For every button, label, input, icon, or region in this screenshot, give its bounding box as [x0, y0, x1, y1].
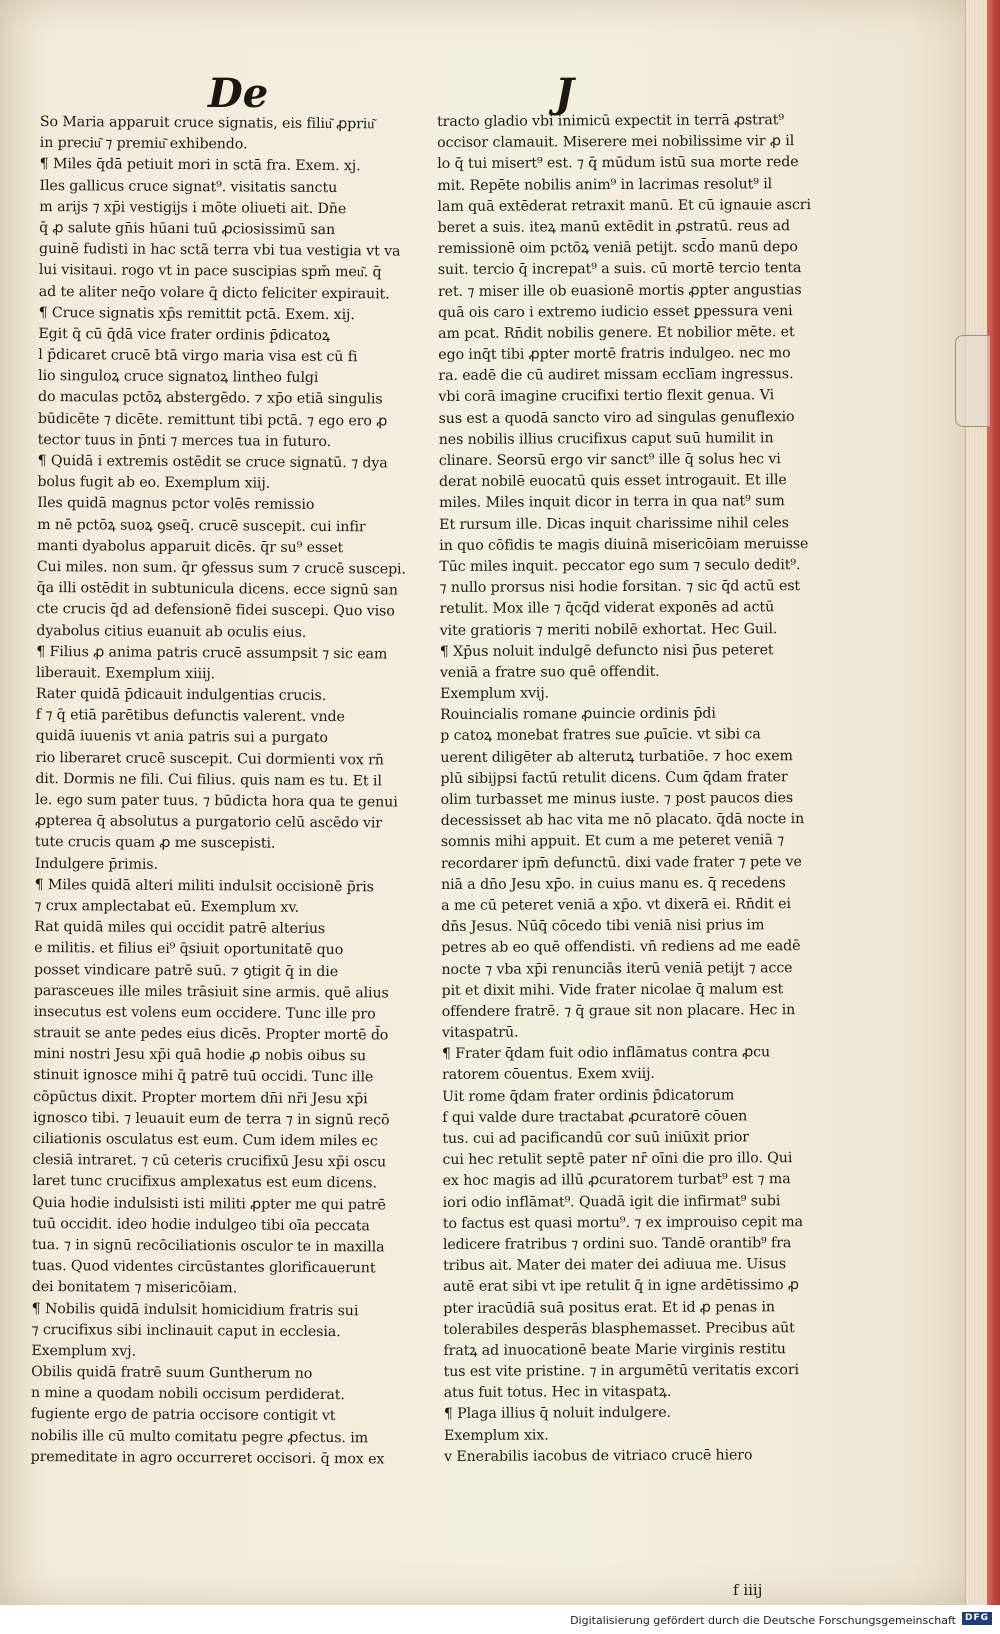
- text-line: ignosco tibi. ⁊ leuauit eum de terra ⁊ in signū recō: [32, 1109, 390, 1129]
- text-line: ¶ Quidā i extremis ostēdit se cruce signatū. ⁊ dya: [37, 452, 388, 472]
- text-line: Indulgere p̄rimis.: [34, 855, 158, 873]
- text-line: Obilis quidā fratrē suum Guntherum no: [31, 1364, 313, 1382]
- running-head-right: J: [555, 70, 574, 117]
- text-line: ⁊ nullo prorsus nisi hodie forsitan. ⁊ sic q̄d actū est: [439, 578, 801, 597]
- text-line: m arijs ⁊ xp̄i vestigijs i mōte oliueti ait. Dn̄e: [39, 198, 347, 217]
- text-line: laret tunc crucifixus amplexatus est eum dicens.: [32, 1173, 377, 1192]
- text-line: ciliationis osculatus est eum. Cum idem miles ec: [32, 1130, 378, 1150]
- dfg-logo: DFG: [962, 1612, 992, 1625]
- text-line: le. ego sum pater tuus. ⁊ būdicta hora qua te genui: [35, 791, 398, 811]
- text-line: ¶ Plaga illius q̄ noluit indulgere.: [443, 1405, 671, 1423]
- text-line: pter iracūdiā suā positus erat. Et id ꝓ penas in: [443, 1298, 775, 1317]
- text-line: So Maria apparuit cruce signatis, eis filiu͂ ꝓpriu͂: [39, 113, 375, 133]
- text-line: cui hec retulit septē pater nr̄ oīni die pro illo. Qui: [442, 1150, 793, 1169]
- text-line: dei bonitatem ⁊ misericōiam.: [31, 1279, 238, 1297]
- text-line: a me cū peteret veniā a xp̄o. vt dixerā ei. Rn̄dit ei: [441, 896, 791, 914]
- text-line: ꝓpterea q̄ absolutus a purgatorio celū ascēdo vir: [34, 813, 383, 832]
- text-line: tute crucis quam ꝓ me suscepisti.: [34, 834, 276, 853]
- text-line: remissionē oim pctōꝝ veniā petijt. scd̄o manū depo: [437, 239, 798, 258]
- text-line: offendere fratrē. ⁊ q̄ graue sit non placare. Hec in: [441, 1002, 796, 1020]
- text-line: vite gratioris ⁊ meriti nobilē exhortat. Hec Guil.: [439, 620, 778, 639]
- text-line: quā ois caro i extremo iudicio esset ꝑpessura veni: [438, 302, 793, 321]
- text-line: parasceues ille miles trāsiuit sine armis. quē alius: [33, 982, 389, 1002]
- left-text-column: [31, 112, 445, 1471]
- text-line: retulit. Mox ille ⁊ q̄cq̄d viderat exponēs ad actū: [439, 599, 775, 618]
- text-line: tribus ait. Mater dei mater dei adiuua me. Uisus: [443, 1256, 787, 1275]
- text-line: atus fuit totus. Hec in vitaspatꝝ.: [443, 1384, 672, 1402]
- text-line: decessisset ab hac vita me nō placato. q̄dā nocte in: [440, 811, 805, 830]
- text-line: miles. Miles inquit dicor in terra in qua nat⁹ sum: [439, 493, 785, 512]
- text-line: mit. Repēte nobilis anim⁹ in lacrimas resolut⁹ il: [437, 175, 773, 194]
- text-line: quidā iuuenis vt ania patris sui a purgato: [35, 728, 328, 747]
- text-line: ego inq̄t tibi ꝓpter mortē fratris indulgeo. nec mo: [438, 345, 791, 364]
- running-head-left: De: [208, 70, 269, 117]
- text-line: ledicere fratribus ⁊ ordini suo. Tandē orantib⁹ fra: [442, 1235, 792, 1253]
- text-line: ¶ Xp̄us noluit indulgē defuncto nisi p̄us peteret: [439, 641, 774, 660]
- text-line: to factus est quasi mortu⁹. ⁊ ex improuiso cepit ma: [442, 1213, 803, 1232]
- text-line: Rouincialis romane ꝓuincie ordinis p̄di: [440, 705, 716, 724]
- text-line: Egit q̄ cū q̄dā vice frater ordinis p̄dicatoꝝ: [38, 325, 331, 344]
- text-line: ret. ⁊ miser ille ob euasionē mortis ꝓpter angustias: [437, 281, 802, 300]
- text-line: ¶ Filius ꝓ anima patris crucē assumpsit ⁊ sic eam: [36, 643, 388, 663]
- text-line: ⁊ crux amplectabat eū. Exemplum xv.: [34, 897, 300, 916]
- text-line: n mine a quodam nobili occisum perdiderat.: [30, 1385, 345, 1404]
- text-line: mini nostri Jesu xp̄i quā hodie ꝓ nobis oibus su: [33, 1046, 367, 1065]
- text-line: tolerabiles desperās blasphemasset. Precibus aūt: [443, 1319, 795, 1338]
- text-line: tuū occidit. ideo hodie indulgeo tibi oīa peccata: [32, 1215, 370, 1235]
- text-line: e militis. et filius ei⁹ q̄siuit oportunitatē quo: [34, 940, 344, 959]
- text-line: tracto gladio vbi inimicū expectit in terrā ꝓstrat⁹: [437, 112, 785, 130]
- text-line: Exemplum xvij.: [440, 685, 550, 703]
- text-line: ¶ Frater q̄dam fuit odio inflāmatus contra ꝓcu: [441, 1044, 771, 1063]
- text-line: lui visitaui. rogo vt in pace suscipias spm̄ meu͂. q̄: [38, 262, 382, 281]
- text-line: tua. ⁊ in signū recōciliationis osculor te in maxilla: [32, 1236, 385, 1256]
- text-line: Rat quidā miles qui occidit patrē alterius: [34, 919, 326, 938]
- text-line: tus est vite pristine. ⁊ in argumētū veritatis excori: [443, 1362, 800, 1381]
- text-line: fratꝝ ad inuocationē beate Marie virginis restitu: [443, 1341, 786, 1359]
- text-line: Rater quidā p̄dicauit indulgentias crucis.: [35, 686, 327, 705]
- text-line: cōpūctus dixit. Propter mortem dn̄i nr̄i Jesu xp̄i: [33, 1088, 368, 1107]
- text-line: Iles gallicus cruce signat⁹. visitatis sanctu: [39, 177, 338, 196]
- text-line: liberauit. Exemplum xiiij.: [36, 664, 216, 683]
- text-line: nes nobilis illius crucifixus caput suū humilit in: [438, 430, 774, 448]
- text-line: in quo cōfidis te magis diuinā misericōiam meruisse: [439, 535, 809, 554]
- text-line: insecutus est volens eum occidere. Tunc ille pro: [33, 1003, 376, 1023]
- text-line: tus. cui ad pacificandū cor suū iniūxit prior: [442, 1129, 749, 1147]
- text-line: Uit rome q̄dam frater ordinis p̄dicatorum: [442, 1087, 735, 1105]
- text-line: ratorem cōuentus. Exem xviij.: [442, 1066, 655, 1084]
- text-line: vbi corā imagine crucifixi tertio flexit genua. Vi: [438, 387, 775, 406]
- text-line: ¶ Miles quidā alteri militi indulsit occisionē p̄ris: [34, 876, 374, 896]
- text-line: strauit se ante pedes eius dicēs. Propter mortē d̄o: [33, 1025, 389, 1044]
- text-line: in preciu͂ ⁊ premiu͂ exhibendo.: [39, 135, 248, 153]
- text-line: premeditate in agro occurreret occisori. q̄ mox ex: [30, 1448, 385, 1468]
- text-line: Exemplum xvj.: [31, 1342, 136, 1360]
- text-line: dit. Dormis ne fili. Cui filius. quis nam es tu. Et il: [35, 770, 382, 790]
- text-line: guinē fudisti in hac sctā terra vbi tua vestigia vt va: [38, 241, 401, 260]
- text-line: f qui valde dure tractabat ꝓcuratorē cōuen: [442, 1108, 748, 1126]
- text-line: fugiente ergo de patria occisore contigit vt: [30, 1406, 336, 1425]
- text-line: p catoꝝ monebat fratres sue ꝓuīcie. vt sibi ca: [440, 726, 761, 745]
- text-line: Quia hodie indulsisti isti militi ꝓpter me qui patrē: [32, 1194, 386, 1214]
- text-line: iori odio inflāmat⁹. Quadā igit die infirmat⁹ subi: [442, 1192, 781, 1211]
- text-line: occisor clamauit. Miserere mei nobilissime vir ꝓ il: [437, 133, 795, 152]
- text-line: m nē pctōꝝ suoꝝ ꝯseq̄. crucē suscepit. cui infir: [37, 516, 366, 535]
- text-line: ⁊ crucifixus sibi inclinauit caput in ecclesia.: [31, 1321, 341, 1340]
- text-line: petres ab eo quē offendisti. vn̄ rediens ad me eadē: [441, 938, 801, 957]
- text-line: somnis mihi appuit. Et cum a me peteret veniā ⁊: [440, 832, 785, 851]
- text-line: q̄ ꝓ salute gn̄is hūani tuū ꝓciosissimū san: [39, 219, 336, 239]
- text-line: ¶ Cruce signatis xp̄s remittit pctā. Exem. xij.: [38, 304, 355, 323]
- text-line: ¶ Miles q̄dā petiuit mori in sctā fra. Exem. xj.: [39, 156, 361, 175]
- text-line: f ⁊ q̄ etiā parētibus defunctis valerent. vnde: [35, 707, 345, 726]
- text-line: tector tuus in p̄nti ⁊ merces tua in futuro.: [37, 431, 332, 450]
- text-line: dn̄s Jesus. Nūq̄ cōcedo tibi veniā nisi prius im: [441, 917, 765, 936]
- text-line: ex hoc magis ad illū ꝓcuratorem turbat⁹ est ⁊ ma: [442, 1171, 791, 1190]
- text-line: lo q̄ tui misert⁹ est. ⁊ q̄ mūdum istū sua morte rede: [437, 154, 799, 173]
- text-line: pit et dixit mihi. Vide frater nicolae q̄ malum est: [441, 980, 784, 999]
- text-line: suit. tercio q̄ increpat⁹ a suis. cū mortē tercio tenta: [437, 260, 802, 279]
- page-tab-marker: [955, 335, 990, 427]
- text-line: l p̄dicaret crucē btā virgo maria visa est cū fi: [38, 347, 358, 366]
- text-line: Exemplum xix.: [443, 1427, 549, 1444]
- signature-mark: f iiij: [733, 1581, 763, 1599]
- text-line: lam quā extēderat retraxit manū. Et cū ignauie ascri: [437, 196, 811, 215]
- funding-credit: Digitalisierung gefördert durch die Deutsche Forschungsgemeinschaft: [570, 1614, 956, 1627]
- text-line: plū sibijpsi factū retulit dicens. Cum q̄dam frater: [440, 768, 788, 787]
- text-line: būdicēte ⁊ dicēte. remittunt tibi pctā. ⁊ ego ero ꝓ: [37, 410, 388, 430]
- text-line: clinare. Seorsū ergo vir sanct⁹ ille q̄ solus hec vi: [438, 451, 781, 469]
- text-line: veniā a fratre suo quē offendit.: [439, 663, 660, 681]
- text-line: cte crucis q̄d ad defensionē fidei suscepi. Quo viso: [36, 601, 395, 620]
- text-line: olim turbasset me minus iuste. ⁊ post paucos dies: [440, 790, 794, 808]
- text-line: ad te aliter neq̄o volare q̄ dicto feliciter expirauit.: [38, 283, 390, 302]
- text-line: am pcat. Rn̄dit nobilis genere. Et nobilior mēte. et: [438, 324, 795, 342]
- text-line: derat nobilē euocatū quis esset introgauit. Et ille: [438, 472, 787, 491]
- text-line: nocte ⁊ vba xp̄i renunciās iterū veniā petijt ⁊ acce: [441, 959, 793, 978]
- text-line: bolus fugit ab eo. Exemplum xiij.: [37, 474, 271, 492]
- text-line: do maculas pctōꝝ abstergēdo. ⁊ xp̄o etiā singulis: [37, 389, 383, 408]
- text-line: vitaspatrū.: [441, 1024, 519, 1042]
- text-line: beret a suis. iteꝝ manū extēdit in ꝓstratū. reus ad: [437, 218, 791, 236]
- text-line: ¶ Nobilis quidā indulsit homicidium fratris sui: [31, 1300, 359, 1319]
- text-line: Tūc miles inquit. peccator ego sum ⁊ seculo dedit⁹.: [439, 557, 801, 575]
- text-line: dyabolus citius euanuit ab oculis eius.: [36, 622, 307, 641]
- text-line: recordarer ipm̄ defunctū. dixi vade frater ⁊ pete ve: [440, 853, 802, 872]
- text-line: sus est a quodā sancto viro ad singulas genuflexio: [438, 408, 795, 427]
- text-line: Iles quidā magnus pctor volēs remissio: [37, 495, 315, 514]
- text-line: q̄a illi ostēdit in subtunicula dicens. ecce signū san: [36, 580, 398, 599]
- text-line: nobilis ille cū multo comitatu pegre ꝓfectus. im: [30, 1427, 369, 1446]
- text-line: niā a dn̄o Jesu xp̄o. in cuius manu es. q̄ recedens: [441, 874, 786, 893]
- text-line: ra. eadē die cū audiret missam ecclīam ingressus.: [438, 366, 794, 385]
- text-line: rio liberaret crucē suscepit. Cui dormienti vox rn̄: [35, 749, 384, 769]
- text-line: manti dyabolus apparuit dicēs. q̄r su⁹ esset: [36, 537, 344, 556]
- red-page-edge: [987, 0, 1000, 1605]
- text-line: posset vindicare patrē suū. ⁊ ꝯtigit q̄ in die: [33, 961, 339, 980]
- page-block-edge: [965, 0, 988, 1605]
- text-line: Et rursum ille. Dicas inquit charissime nihil celes: [439, 514, 789, 533]
- text-line: tuas. Quod videntes circūstantes glorificauerunt: [31, 1258, 376, 1277]
- text-line: uerent diligēter ab alterutꝝ turbatiōe. ⁊ hoc exem: [440, 747, 793, 766]
- text-line: clesiā intraret. ⁊ cū ceteris crucifixū Jesu xp̄i oscu: [32, 1152, 387, 1171]
- text-line: v Enerabilis iacobus de vitriaco crucē hiero: [443, 1447, 753, 1465]
- right-text-column: [437, 110, 854, 1468]
- text-line: autē erat sibi vt ipe retulit q̄ in igne ardētissimo ꝓ: [443, 1277, 799, 1296]
- text-line: lio singuloꝝ cruce signatoꝝ lintheo fulgi: [38, 368, 319, 387]
- text-line: stinuit ignosce mihi q̄ patrē tuū occidi. Tunc ille: [33, 1067, 374, 1086]
- text-line: Cui miles. non sum. q̄r ꝯfessus sum ⁊ crucē suscepi.: [36, 558, 406, 578]
